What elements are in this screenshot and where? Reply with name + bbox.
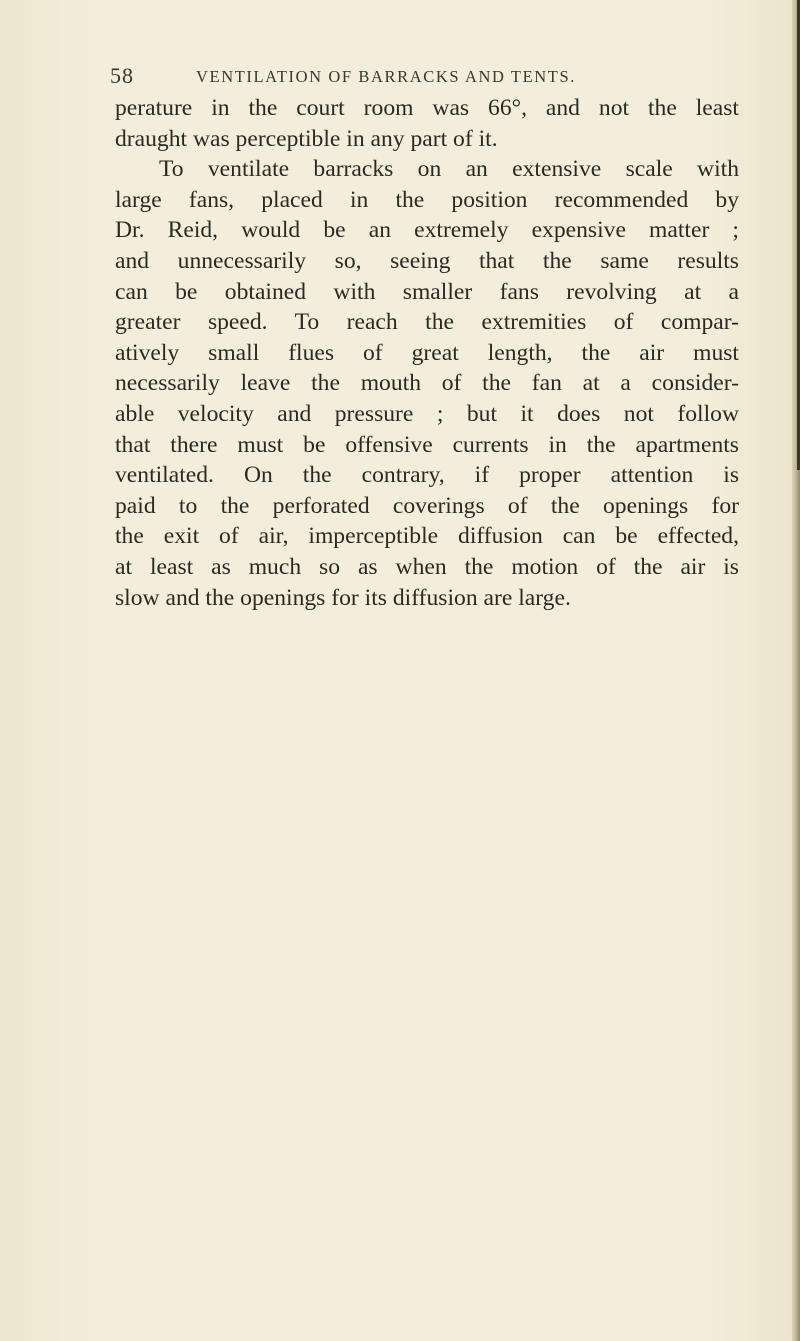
text-line: Dr. Reid, would be an extremely expensive matter ; <box>115 217 739 244</box>
text-line: the exit of air, imperceptible diffusion can be effected, <box>115 523 739 550</box>
text-line: ventilated. On the contrary, if proper attention is <box>115 462 739 489</box>
text-line: greater speed. To reach the extremities of compar- <box>115 309 739 336</box>
text-line: necessarily leave the mouth of the fan at a consider- <box>115 370 739 397</box>
text-line: To ventilate barracks on an extensive scale with <box>159 156 739 183</box>
text-line: can be obtained with smaller fans revolving at a <box>115 278 739 305</box>
body-text <box>115 93 739 613</box>
text-line: paid to the perforated coverings of the openings for <box>115 492 739 519</box>
text-line: perature in the court room was 66°, and not the least <box>115 95 739 121</box>
text-line: atively small flues of great length, the air must <box>115 339 739 366</box>
running-title: VENTILATION OF BARRACKS AND TENTS. <box>196 67 576 86</box>
text-line: that there must be offensive currents in the apartments <box>115 431 739 458</box>
page-number: 58 <box>110 63 134 88</box>
text-line: able velocity and pressure ; but it does not follow <box>115 400 739 427</box>
text-line: at least as much so as when the motion of the air is <box>115 553 739 580</box>
text-line: slow and the openings for its diffusion are large. <box>115 584 571 611</box>
text-line: and unnecessarily so, seeing that the same results <box>115 247 739 274</box>
running-head <box>110 62 730 90</box>
text-line: large fans, placed in the position recommended by <box>115 186 739 213</box>
text-line: draught was perceptible in any part of it. <box>115 125 498 152</box>
